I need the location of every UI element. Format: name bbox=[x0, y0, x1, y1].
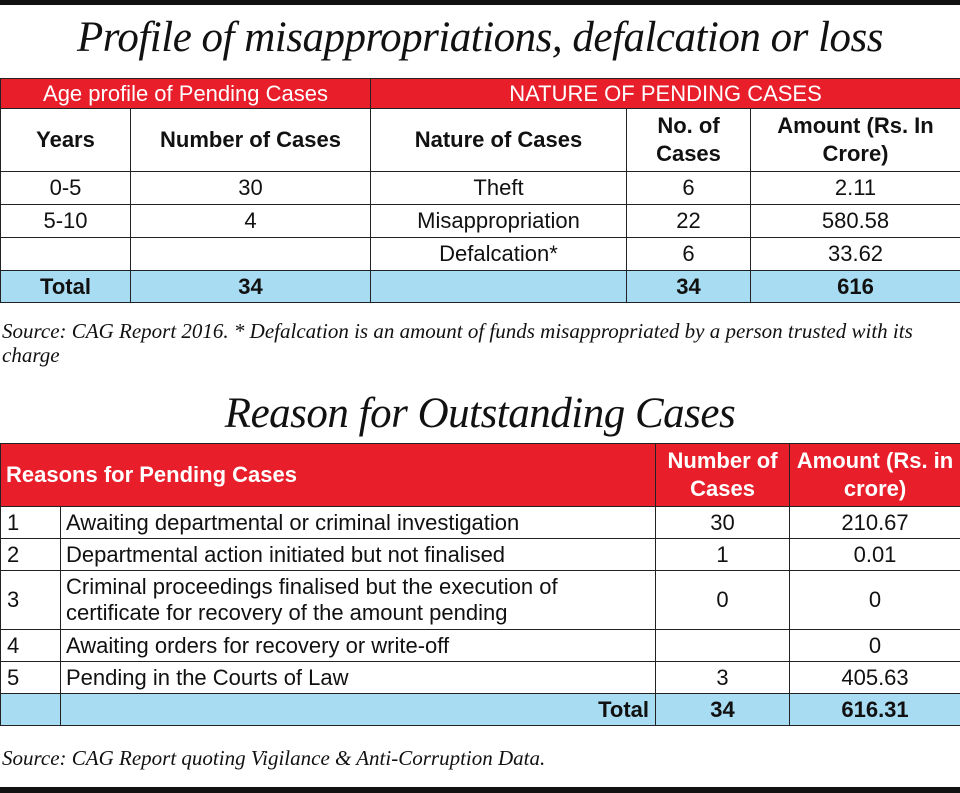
nature-band-header: NATURE OF PENDING CASES bbox=[371, 79, 960, 109]
serial-cell: 4 bbox=[1, 630, 61, 662]
reason-cell: Criminal proceedings finalised but the execution of certificate for recovery of the amount pending bbox=[61, 571, 656, 630]
source-note-1: Source: CAG Report 2016. * Defalcation is an amount of funds misappropriated by a person trusted with its charge bbox=[2, 319, 913, 367]
table-row bbox=[1, 205, 960, 238]
total-row bbox=[1, 694, 960, 726]
reason-cell: Awaiting orders for recovery or write-off bbox=[61, 630, 656, 662]
nature-cell: Misappropriation bbox=[371, 205, 627, 238]
total-amount: 616 bbox=[751, 271, 960, 303]
amount-cell: 33.62 bbox=[751, 238, 960, 271]
nature-cell: Defalcation* bbox=[371, 238, 627, 271]
table-row bbox=[1, 630, 960, 662]
amount-cell: 0.01 bbox=[790, 539, 960, 571]
cases-cell: 30 bbox=[656, 507, 790, 539]
col-header-reasons: Reasons for Pending Cases bbox=[1, 444, 656, 507]
serial-cell: 5 bbox=[1, 662, 61, 694]
total-cases: 34 bbox=[656, 694, 790, 726]
col-header-amount: Amount (Rs. In Crore) bbox=[751, 109, 960, 172]
amount-cell: 580.58 bbox=[751, 205, 960, 238]
serial-cell: 2 bbox=[1, 539, 61, 571]
outstanding-reasons-table bbox=[0, 443, 960, 726]
col-header-number: Number of Cases bbox=[656, 444, 790, 507]
col-header-no-of-cases: No. of Cases bbox=[627, 109, 751, 172]
total-label: Total bbox=[61, 694, 656, 726]
col-header-years: Years bbox=[1, 109, 131, 172]
col-header-nature-of-cases: Nature of Cases bbox=[371, 109, 627, 172]
cases-cell: 4 bbox=[131, 205, 371, 238]
cases-cell: 0 bbox=[656, 571, 790, 630]
total-cases: 34 bbox=[131, 271, 371, 303]
no-cell: 22 bbox=[627, 205, 751, 238]
reason-cell: Awaiting departmental or criminal investigation bbox=[61, 507, 656, 539]
cases-cell: 1 bbox=[656, 539, 790, 571]
total-nature bbox=[371, 271, 627, 303]
years-cell: 5-10 bbox=[1, 205, 131, 238]
nature-cell: Theft bbox=[371, 172, 627, 205]
years-cell: 0-5 bbox=[1, 172, 131, 205]
total-row bbox=[1, 271, 960, 303]
cases-cell: 30 bbox=[131, 172, 371, 205]
cases-cell bbox=[656, 630, 790, 662]
amount-cell: 0 bbox=[790, 630, 960, 662]
col-header-amount: Amount (Rs. in crore) bbox=[790, 444, 960, 507]
table-row bbox=[1, 662, 960, 694]
no-cell: 6 bbox=[627, 238, 751, 271]
col-header-number-of-cases: Number of Cases bbox=[131, 109, 371, 172]
cases-cell bbox=[131, 238, 371, 271]
table-row bbox=[1, 172, 960, 205]
table-row bbox=[1, 238, 960, 271]
table-row bbox=[1, 507, 960, 539]
total-serial-blank bbox=[1, 694, 61, 726]
no-cell: 6 bbox=[627, 172, 751, 205]
table-row bbox=[1, 571, 960, 630]
amount-cell: 210.67 bbox=[790, 507, 960, 539]
amount-cell: 0 bbox=[790, 571, 960, 630]
source-note-2: Source: CAG Report quoting Vigilance & Anti-Corruption Data. bbox=[2, 746, 546, 770]
total-no: 34 bbox=[627, 271, 751, 303]
section-title: Reason for Outstanding Cases bbox=[224, 390, 736, 437]
amount-cell: 2.11 bbox=[751, 172, 960, 205]
main-title: Profile of misappropriations, defalcation or loss bbox=[76, 14, 884, 61]
age-profile-band-header: Age profile of Pending Cases bbox=[1, 79, 371, 109]
serial-cell: 1 bbox=[1, 507, 61, 539]
serial-cell: 3 bbox=[1, 571, 61, 630]
table-row bbox=[1, 539, 960, 571]
cases-cell: 3 bbox=[656, 662, 790, 694]
pending-cases-profile-table bbox=[0, 78, 960, 303]
total-amount: 616.31 bbox=[790, 694, 960, 726]
bottom-rule bbox=[0, 787, 960, 793]
total-label: Total bbox=[1, 271, 131, 303]
top-rule bbox=[0, 0, 960, 5]
reason-cell: Pending in the Courts of Law bbox=[61, 662, 656, 694]
amount-cell: 405.63 bbox=[790, 662, 960, 694]
years-cell bbox=[1, 238, 131, 271]
reason-cell: Departmental action initiated but not finalised bbox=[61, 539, 656, 571]
